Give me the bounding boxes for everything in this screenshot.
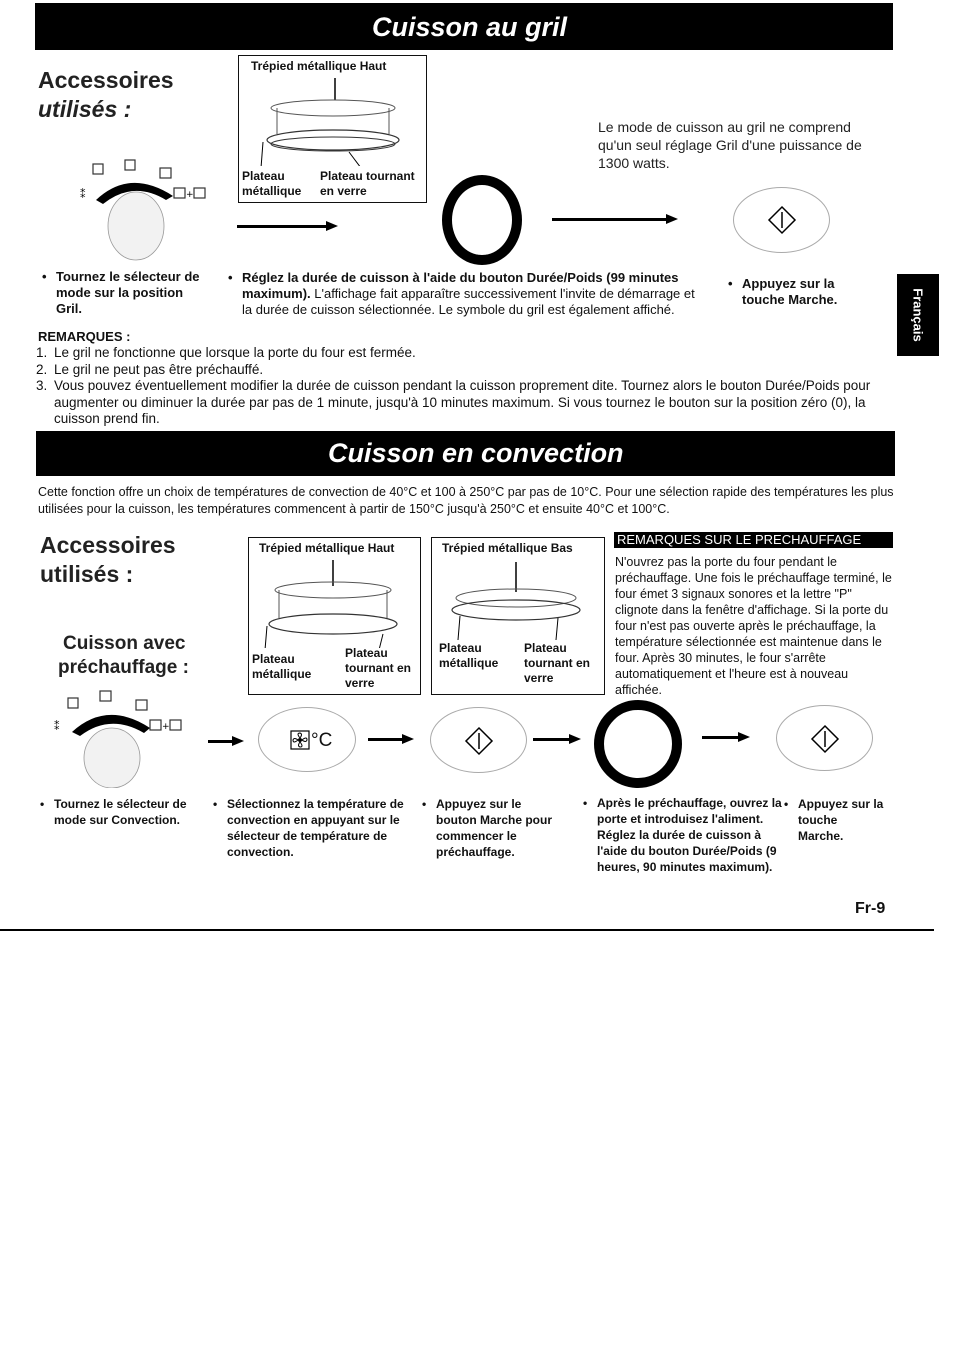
grill-step-2-rest: L'affichage fait apparaître successivement l'invite de démarrage et la durée de cuisson sélectionnée. Le symbole du gril est également affiché. [242,286,695,317]
section-title-grill [35,3,893,50]
preheat-title [58,632,189,680]
accessories-title-convection [40,531,176,589]
grill-step-1: • Tournez le sélecteur de mode sur la position Gril. [42,269,200,316]
arrow-icon [208,740,238,743]
section-title-convection [36,431,895,476]
accessories-title-line1: Accessoires [38,67,174,93]
remarks-list [36,345,884,428]
zero-display-icon [594,700,682,788]
svg-text:+: + [186,190,194,200]
remark-item: 3. Vous pouvez éventuellement modifier la durée de cuisson pendant la cuisson proprement dite. Tournez alors le bouton Durée/Poids pour augmenter ou diminuer la durée par pas de 1 minute, jusqu'à 10 minutes maximum. Si vous tournez le bouton sur la position zéro (0), la cuisson prend fin. [36,378,871,426]
arrow-icon [702,736,744,739]
rack-and-plate-icon [253,76,413,166]
start-button[interactable] [430,707,527,773]
convection-intro-text: Cette fonction offre un choix de températures de convection de 40°C et 100 à 250°C par pas de 10°C. Pour une sélection rapide des températures les plus utilisées pour la cuisson, les températures commencent à partir de 150°C jusqu'à 250°C et ensuite 40°C et 100°C. [38,485,894,516]
box-bottom-right: Plateau tournant en verre [320,169,415,198]
start-button[interactable] [733,187,830,253]
mode-selector-dial-icon [78,158,213,263]
convection-step-2: • Sélectionnez la température de convection en appuyant sur le sélecteur de température de convection. [213,797,404,859]
box-bottom-right: Plateau tournant en verre [345,646,411,690]
box-bottom-left: Plateau métallique [242,169,302,198]
arrow-icon [368,738,408,741]
mode-selector-dial-icon [52,688,192,788]
language-tab [897,274,939,356]
start-button[interactable] [776,705,873,771]
convection-step-5: • Appuyez sur la touche Marche. [784,797,884,843]
box-bottom-right: Plateau tournant en verre [524,641,590,685]
svg-text:⁑: ⁑ [54,720,60,733]
grill-step-3: • Appuyez sur la touche Marche. [728,276,838,307]
rack-and-plate-icon [257,558,407,648]
arrow-icon [533,738,575,741]
convection-step-1: • Tournez le sélecteur de mode sur Convection. [40,797,187,827]
start-diamond-icon [810,724,840,754]
box-bottom-left: Plateau métallique [439,641,499,670]
accessory-box-low-rack [431,537,605,695]
accessories-title-line1: Accessoires [40,532,176,558]
start-diamond-icon [767,205,797,235]
grill-intro-text: Le mode de cuisson au gril ne comprend qu'un seul réglage Gril d'une puissance de 1300 watts. [598,119,862,171]
accessory-box-grill [238,55,427,203]
arrow-icon [552,218,672,221]
preheat-notes-text: N'ouvrez pas la porte du four pendant le préchauffage. Une fois le préchauffage terminé, le four émet 3 signaux sonores et la lettre "P" clignote dans la fenêtre d'affichage. Si la porte du four n'est pas ouverte après le préchauffage, la température sélectionnée est maintenue dans le four. Après 30 minutes, le four s'arrête automatiquement et l'heure est à nouveau affichée. [615,555,892,697]
grill-step-2: • Réglez la durée de cuisson à l'aide du bouton Durée/Poids (99 minutes maximum). L'affichage fait apparaître successivement l'invite de démarrage et la durée de cuisson sélectionnée. Le symbole du gril est également affiché. [228,270,695,317]
remark-item: 2. Le gril ne peut pas être préchauffé. [36,361,264,377]
page-number: Fr-9 [855,900,886,917]
section-title-convection-text: Cuisson en convection [328,438,624,468]
footer-rule [0,929,934,931]
section-title-grill-text: Cuisson au gril [372,12,568,42]
rack-and-plate-icon [440,558,590,648]
convection-fan-icon [290,730,310,750]
zero-display-icon [442,175,522,265]
box-top-label: Trépied métallique Haut [259,541,395,555]
convection-temperature-button[interactable] [258,707,356,772]
svg-text:+: + [162,722,170,732]
preheat-title-line1: Cuisson avec [63,633,186,654]
box-bottom-left: Plateau métallique [252,652,312,681]
convection-step-4: • Après le préchauffage, ouvrez la porte et introduisez l'aliment. Réglez la durée de cuisson à l'aide du bouton Durée/Poids (9 heures, 90 minutes maximum). [583,796,782,874]
temp-button-label: °C [311,730,333,751]
accessory-box-high-rack [248,537,421,695]
accessories-title-grill [38,66,174,124]
box-top-label: Trépied métallique Haut [251,59,387,73]
grill-step-2-bold: Réglez la durée de cuisson à l'aide du bouton Durée/Poids (99 minutes maximum). [242,270,679,301]
arrow-icon [237,225,332,228]
remarks-title: REMARQUES : [38,329,131,344]
preheat-notes-title: REMARQUES SUR LE PRECHAUFFAGE [614,532,893,548]
language-tab-label: Français [910,288,926,342]
convection-step-3: • Appuyez sur le bouton Marche pour commencer le préchauffage. [422,797,552,859]
preheat-title-line2: préchauffage : [58,657,189,678]
accessories-title-line2: utilisés : [38,96,132,122]
start-diamond-icon [464,726,494,756]
box-top-label: Trépied métallique Bas [442,541,573,555]
accessories-title-line2: utilisés : [40,561,134,587]
svg-text:⁑: ⁑ [80,188,86,201]
remark-item: 1. Le gril ne fonctionne que lorsque la porte du four est fermée. [36,345,416,360]
